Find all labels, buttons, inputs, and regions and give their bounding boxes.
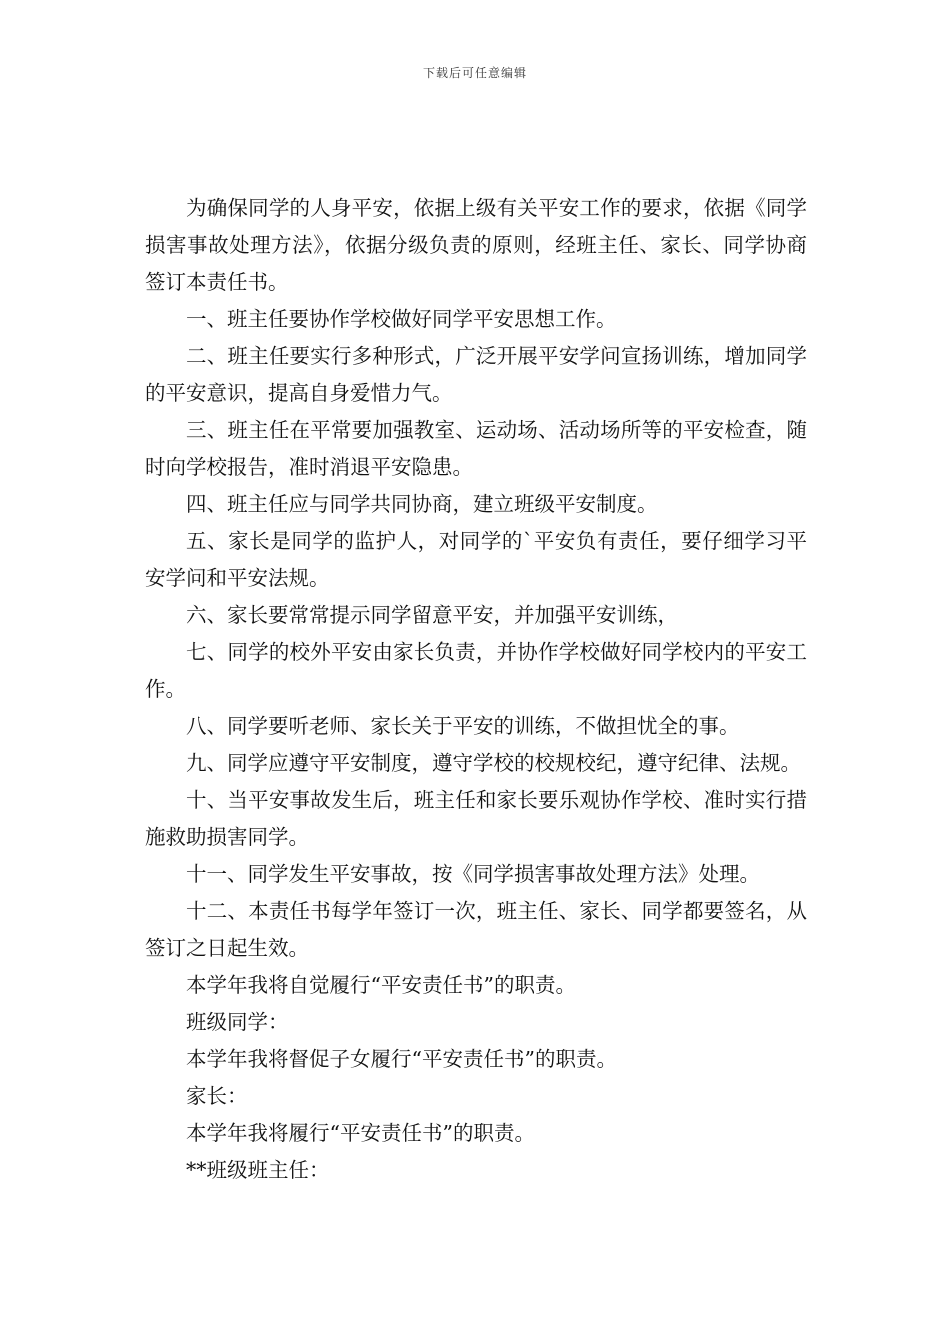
intro-paragraph: 为确保同学的人身平安，依据上级有关平安工作的要求，依据《同学损害事故处理方法》，依据分级负责的原则，经班主任、家长、同学协商签订本责任书。 — [145, 196, 807, 294]
page-header: 下载后可任意编辑 — [422, 66, 527, 80]
clause-9: 九、同学应遵守平安制度，遵守学校的校规校纪，遵守纪律、法规。 — [186, 751, 801, 775]
clause-11: 十一、同学发生平安事故，按《同学损害事故处理方法》处理。 — [186, 862, 760, 886]
student-signature-line: 班级同学： — [186, 1010, 289, 1034]
clause-3: 三、班主任在平常要加强教室、运动场、活动场所等的平安检查，随时向学校报告，准时消退平安隐患。 — [145, 418, 807, 479]
clause-1: 一、班主任要协作学校做好同学平安思想工作。 — [186, 307, 617, 331]
document-body — [145, 190, 807, 1189]
clause-6: 六、家长要常常提示同学留意平安，并加强平安训练， — [186, 603, 678, 627]
teacher-pledge: 本学年我将履行“平安责任书”的职责。 — [186, 1121, 535, 1145]
teacher-signature-line: **班级班主任： — [186, 1158, 330, 1182]
student-pledge: 本学年我将自觉履行“平安责任书”的职责。 — [186, 973, 576, 997]
parent-signature-line: 家长： — [186, 1084, 248, 1108]
clause-5: 五、家长是同学的监护人，对同学的`平安负有责任，要仔细学习平安学问和平安法规。 — [145, 529, 807, 590]
clause-8: 八、同学要听老师、家长关于平安的训练，不做担忧全的事。 — [186, 714, 740, 738]
clause-10: 十、当平安事故发生后，班主任和家长要乐观协作学校、准时实行措施救助损害同学。 — [145, 788, 807, 849]
parent-pledge: 本学年我将督促子女履行“平安责任书”的职责。 — [186, 1047, 617, 1071]
clause-2: 二、班主任要实行多种形式，广泛开展平安学问宣扬训练，增加同学的平安意识，提高自身爱惜力气。 — [145, 344, 807, 405]
clause-12: 十二、本责任书每学年签订一次，班主任、家长、同学都要签名，从签订之日起生效。 — [145, 899, 807, 960]
clause-4: 四、班主任应与同学共同协商，建立班级平安制度。 — [186, 492, 658, 516]
clause-7: 七、同学的校外平安由家长负责，并协作学校做好同学校内的平安工作。 — [145, 640, 807, 701]
